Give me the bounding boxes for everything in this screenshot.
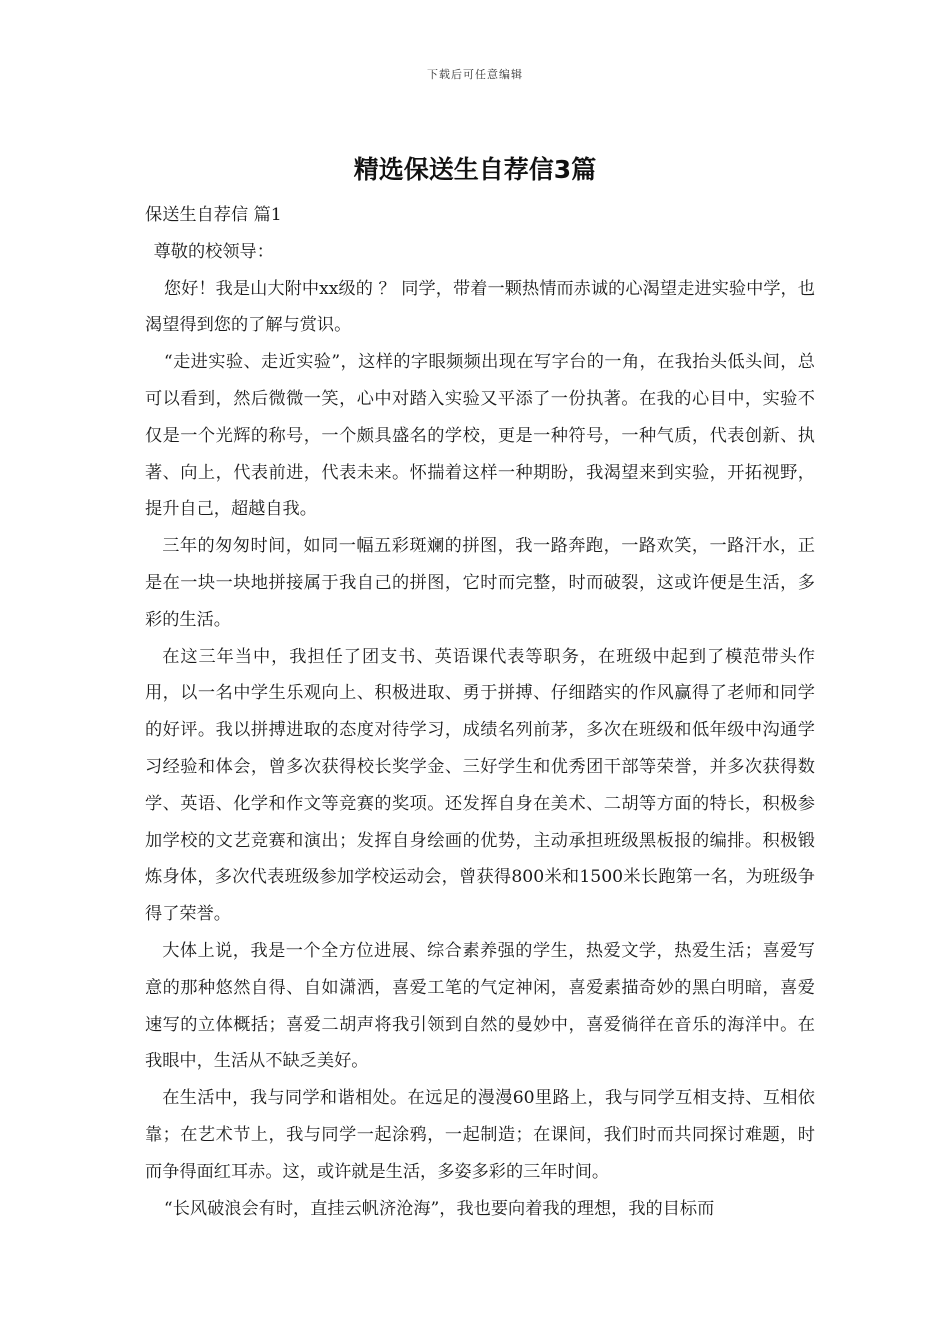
section-heading: 保送生自荐信 篇1 <box>145 205 282 225</box>
paragraph-achievements: 在这三年当中，我担任了团支书、英语课代表等职务，在班级中起到了模范带头作用，以一名中学生乐观向上、积极进取、勇于拼搏、仔细踏实的作风赢得了老师和同学的好评。我以拼搏进取的态度对待学习，成绩名列前茅，多次在班级和低年级中沟通学习经验和体会，曾多次获得校长奖学金、三好学生和优秀团干部等荣誉，并多次获得数学、英语、化学和作文等竞赛的奖项。还发挥自身在美术、二胡等方面的特长，积极参加学校的文艺竞赛和演出；发挥自身绘画的优势，主动承担班级黑板报的编排。积极锻炼身体，多次代表班级参加学校运动会，曾获得800米和1500米长跑第一名，为班级争得了荣誉。 <box>145 646 815 925</box>
paragraph-closing: “长风破浪会有时，直挂云帆济沧海”，我也要向着我的理想，我的目标而 <box>163 1198 715 1219</box>
header-note: 下载后可任意编辑 <box>427 68 523 81</box>
paragraph-aspiration: “走进实验、走近实验”，这样的字眼频频出现在写字台的一角，在我抬头低头间，总可以看到，然后微微一笑，心中对踏入实验又平添了一份执著。在我的心目中，实验不仅是一个光辉的称号，一个颇具盛名的学校，更是一种符号，一种气质，代表创新、执著、向上，代表前进，代表未来。怀揣着这样一种期盼，我渴望来到实验，开拓视野，提升自己，超越自我。 <box>145 352 815 520</box>
paragraph-greeting: 您好！我是山大附中xx级的 ？ 同学，带着一颗热情而赤诚的心渴望走进实验中学，也渴望得到您的了解与赏识。 <box>145 278 815 336</box>
document-body <box>145 197 815 1227</box>
paragraph-social-life: 在生活中，我与同学和谐相处。在远足的漫漫60里路上，我与同学互相支持、互相依靠；在艺术节上，我与同学一起涂鸦，一起制造；在课间，我们时而共同探讨难题，时而争得面红耳赤。这，或许就是生活，多姿多彩的三年时间。 <box>145 1088 815 1182</box>
paragraph-three-years: 三年的匆匆时间，如同一幅五彩斑斓的拼图，我一路奔跑，一路欢笑，一路汗水，正是在一块一块地拼接属于我自己的拼图，它时而完整，时而破裂，这或许便是生活，多彩的生活。 <box>145 536 815 630</box>
paragraph-interests: 大体上说，我是一个全方位进展、综合素养强的学生，热爱文学，热爱生活；喜爱写意的那种悠然自得、自如潇洒，喜爱工笔的气定神闲，喜爱素描奇妙的黑白明暗，喜爱速写的立体概括；喜爱二胡声将我引领到自然的曼妙中，喜爱徜徉在音乐的海洋中。在我眼中，生活从不缺乏美好。 <box>145 940 815 1072</box>
salutation: 尊敬的校领导： <box>153 241 274 262</box>
document-title: 精选保送生自荐信3篇 <box>353 155 597 184</box>
